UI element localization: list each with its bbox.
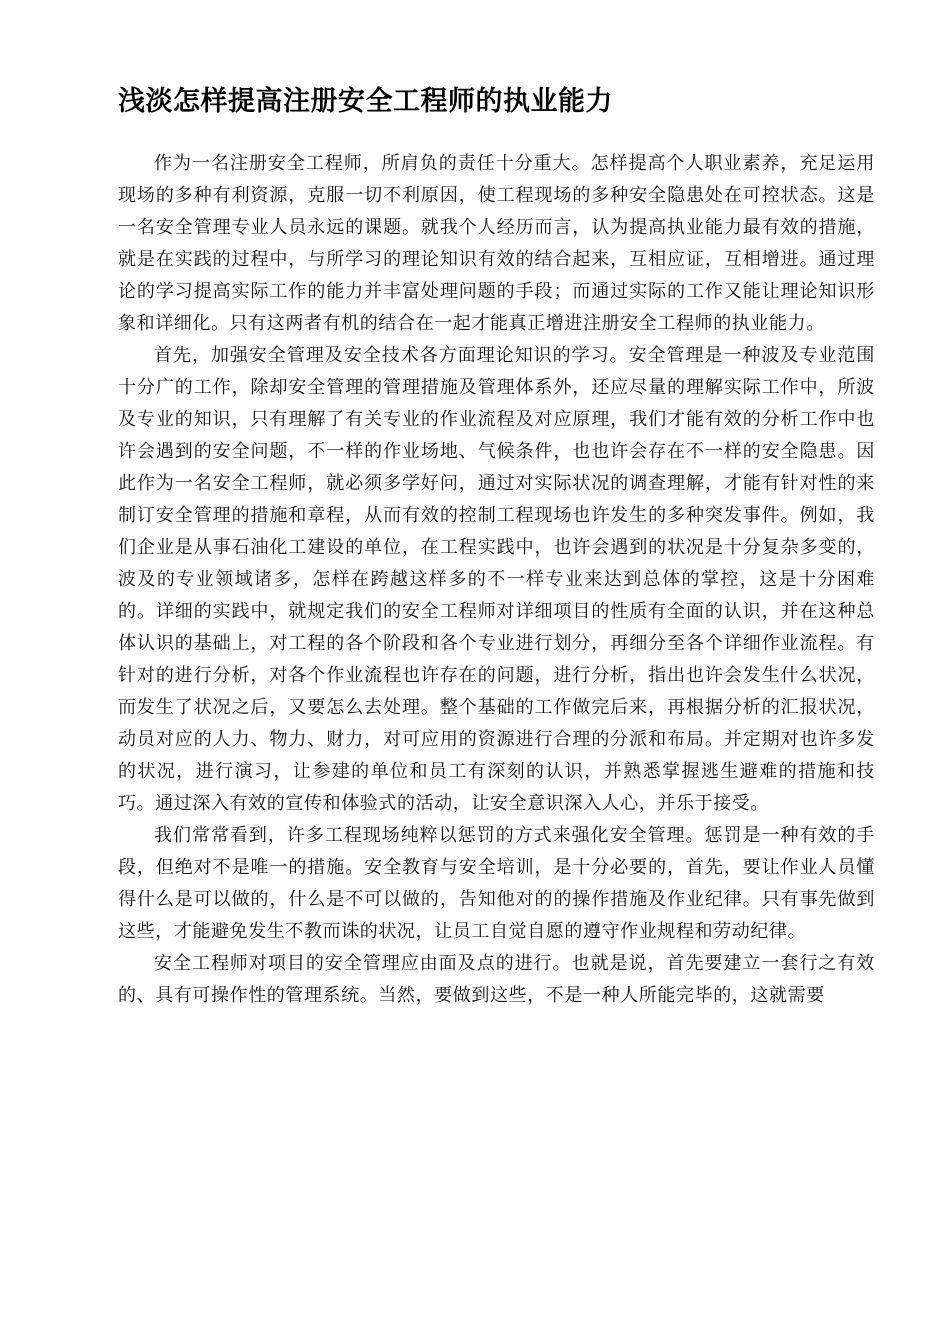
document-body — [118, 148, 875, 1012]
paragraph-intro: 作为一名注册安全工程师，所肩负的责任十分重大。怎样提高个人职业素养，充足运用现场的多种有利资源，克服一切不利原因，使工程现场的多种安全隐患处在可控状态。这是一名安全管理专业人员永远的课题。就我个人经历而言，认为提高执业能力最有效的措施，就是在实践的过程中，与所学习的理论知识有效的结合起来，互相应证，互相增进。通过理论的学习提高实际工作的能力并丰富处理问题的手段；而通过实际的工作又能让理论知识形象和详细化。只有这两者有机的结合在一起才能真正增进注册安全工程师的执业能力。 — [118, 153, 875, 334]
document-title: 浅淡怎样提高注册安全工程师的执业能力 — [118, 86, 613, 117]
paragraph-education-training: 我们常常看到，许多工程现场纯粹以惩罚的方式来强化安全管理。惩罚是一种有效的手段，但绝对不是唯一的措施。安全教育与安全培训，是十分必要的，首先，要让作业人员懂得什么是可以做的，什么是不可以做的，告知他对的的操作措施及作业纪律。只有事先做到这些，才能避免发生不教而诛的状况，让员工自觉自愿的遵守作业规程和劳动纪律。 — [118, 825, 875, 942]
paragraph-theory-learning: 首先，加强安全管理及安全技术各方面理论知识的学习。安全管理是一种波及专业范围十分广的工作，除却安全管理的管理措施及管理体系外，还应尽量的理解实际工作中，所波及专业的知识，只有理解了有关专业的作业流程及对应原理，我们才能有效的分析工作中也许会遇到的安全问题，不一样的作业场地、气候条件，也也许会存在不一样的安全隐患。因此作为一名安全工程师，就必须多学好问，通过对实际状况的调查理解，才能有针对性的来制订安全管理的措施和章程，从而有效的控制工程现场也许发生的多种突发事件。例如，我们企业是从事石油化工建设的单位，在工程实践中，也许会遇到的状况是十分复杂多变的，波及的专业领域诸多，怎样在跨越这样多的不一样专业来达到总体的掌控，这是十分困难的。详细的实践中，就规定我们的安全工程师对详细项目的性质有全面的认识，并在这种总体认识的基础上，对工程的各个阶段和各个专业进行划分，再细分至各个详细作业流程。有针对的进行分析，对各个作业流程也许存在的问题，进行分析，指出也许会发生什么状况，而发生了状况之后，又要怎么去处理。整个基础的工作做完后来，再根据分析的汇报状况，动员对应的人力、物力、财力，对可应用的资源进行合理的分派和布局。并定期对也许多发的状况，进行演习，让参建的单位和员工有深刻的认识，并熟悉掌握逃生避难的措施和技巧。通过深入有效的宣传和体验式的活动，让安全意识深入人心，并乐于接受。 — [118, 345, 875, 814]
paragraph-management-system: 安全工程师对项目的安全管理应由面及点的进行。也就是说，首先要建立一套行之有效的、具有可操作性的管理系统。当然，要做到这些，不是一种人所能完毕的，这就需要 — [118, 953, 875, 1006]
